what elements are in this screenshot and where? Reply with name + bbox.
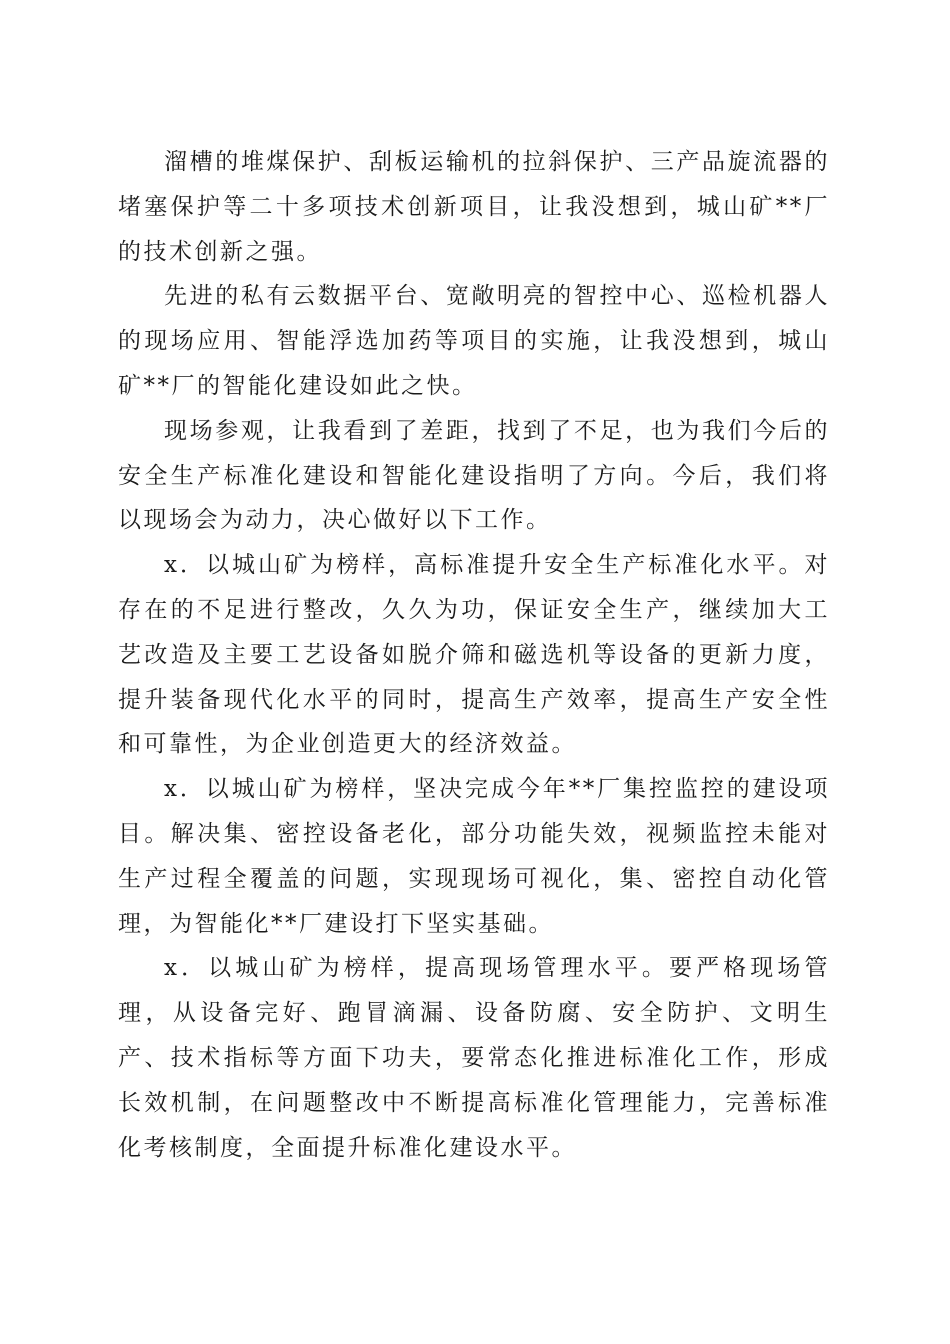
- paragraph-site-visit-reflection: 现场参观，让我看到了差距，找到了不足，也为我们今后的安全生产标准化建设和智能化建设指明了方向。今后，我们将以现场会为动力，决心做好以下工作。: [118, 417, 830, 534]
- paragraph-item-monitoring-project: x．以城山矿为榜样，坚决完成今年**厂集控监控的建设项目。解决集、密控设备老化，部分功能失效，视频监控未能对生产过程全覆盖的问题，实现现场可视化，集、密控自动化管理，为智能化**厂建设打下坚实基础。: [118, 776, 830, 937]
- document-body: [118, 140, 830, 1170]
- paragraph-item-standardization: x．以城山矿为榜样，高标准提升安全生产标准化水平。对存在的不足进行整改，久久为功，保证安全生产，继续加大工艺改造及主要工艺设备如脱介筛和磁选机等设备的更新力度，提升装备现代化水平的同时，提高生产效率，提高生产安全性和可靠性，为企业创造更大的经济效益。: [118, 552, 830, 758]
- paragraph-tech-innovation: 溜槽的堆煤保护、刮板运输机的拉斜保护、三产品旋流器的堵塞保护等二十多项技术创新项目，让我没想到，城山矿**厂的技术创新之强。: [118, 149, 830, 265]
- paragraph-item-site-management: x．以城山矿为榜样，提高现场管理水平。要严格现场管理，从设备完好、跑冒滴漏、设备防腐、安全防护、文明生产、技术指标等方面下功夫，要常态化推进标准化工作，形成长效机制，在问题整改中不断提高标准化管理能力，完善标准化考核制度，全面提升标准化建设水平。: [118, 955, 830, 1161]
- paragraph-intelligent-construction: 先进的私有云数据平台、宽敞明亮的智控中心、巡检机器人的现场应用、智能浮选加药等项目的实施，让我没想到，城山矿**厂的智能化建设如此之快。: [118, 283, 830, 399]
